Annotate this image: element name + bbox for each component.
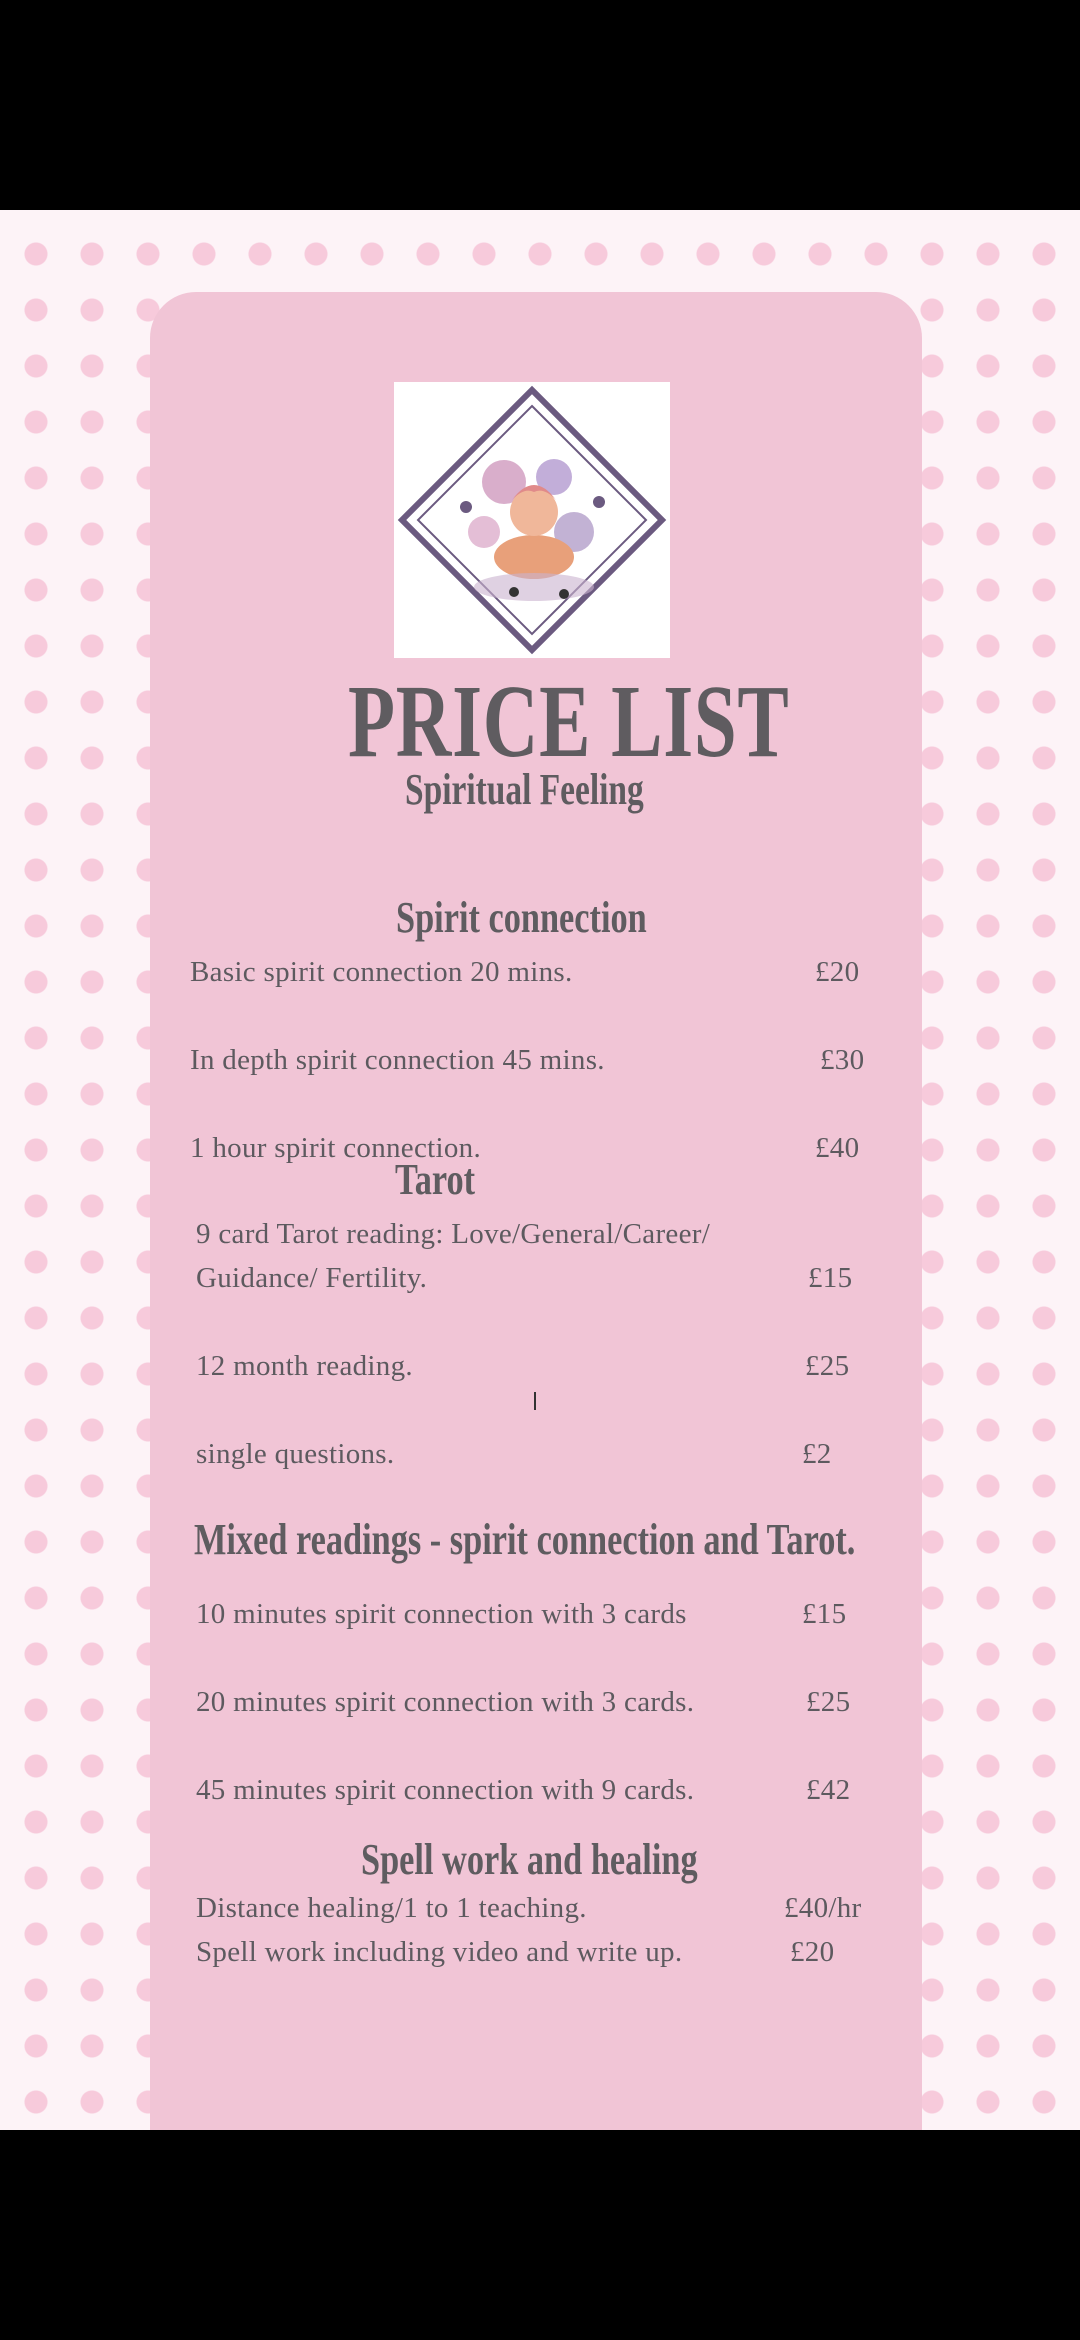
list-item-price: £25 [806,1686,851,1718]
list-item-price: £2 [802,1438,832,1470]
section-heading-tarot: Tarot [395,1155,476,1204]
list-item-label: Spell work including video and write up. [196,1936,683,1968]
list-item-price: £40 [815,1132,860,1164]
list-item-price: £15 [802,1598,847,1630]
list-item-price: £20 [815,956,860,988]
page-subtitle: Spiritual Feeling [405,765,644,814]
list-item-label: Basic spirit connection 20 mins. [190,956,573,988]
section-heading-spell-work: Spell work and healing [361,1835,698,1884]
list-item-label-continued: Guidance/ Fertility. [196,1262,428,1294]
section-heading-mixed-readings: Mixed readings - spirit connection and Tarot. [194,1515,856,1564]
list-item-label: In depth spirit connection 45 mins. [190,1044,605,1076]
list-item-label: 1 hour spirit connection. [190,1132,482,1164]
list-item-price: £30 [820,1044,865,1076]
list-item-label: single questions. [196,1438,395,1470]
section-heading-spirit-connection: Spirit connection [396,893,647,942]
list-item-price: £42 [806,1774,851,1806]
spiritual-feeling-logo-icon [394,382,670,658]
list-item-price: £15 [808,1262,853,1294]
list-item-label: 10 minutes spirit connection with 3 cards [196,1598,687,1630]
list-item-label: Distance healing/1 to 1 teaching. [196,1892,587,1924]
list-item-label: 45 minutes spirit connection with 9 cards. [196,1774,695,1806]
text-cursor [534,1392,536,1410]
navigation-bar-area [0,2130,1080,2340]
price-list-card [150,292,922,2130]
list-item-price: £40/hr [784,1892,862,1924]
list-item-label: 12 month reading. [196,1350,413,1382]
list-item-label: 9 card Tarot reading: Love/General/Career/ [196,1218,711,1250]
list-item-price: £20 [790,1936,835,1968]
list-item-label: 20 minutes spirit connection with 3 cards. [196,1686,695,1718]
status-bar-area [0,0,1080,210]
page-title: PRICE LIST [348,664,790,779]
image-canvas [0,210,1080,2130]
list-item-price: £25 [805,1350,850,1382]
